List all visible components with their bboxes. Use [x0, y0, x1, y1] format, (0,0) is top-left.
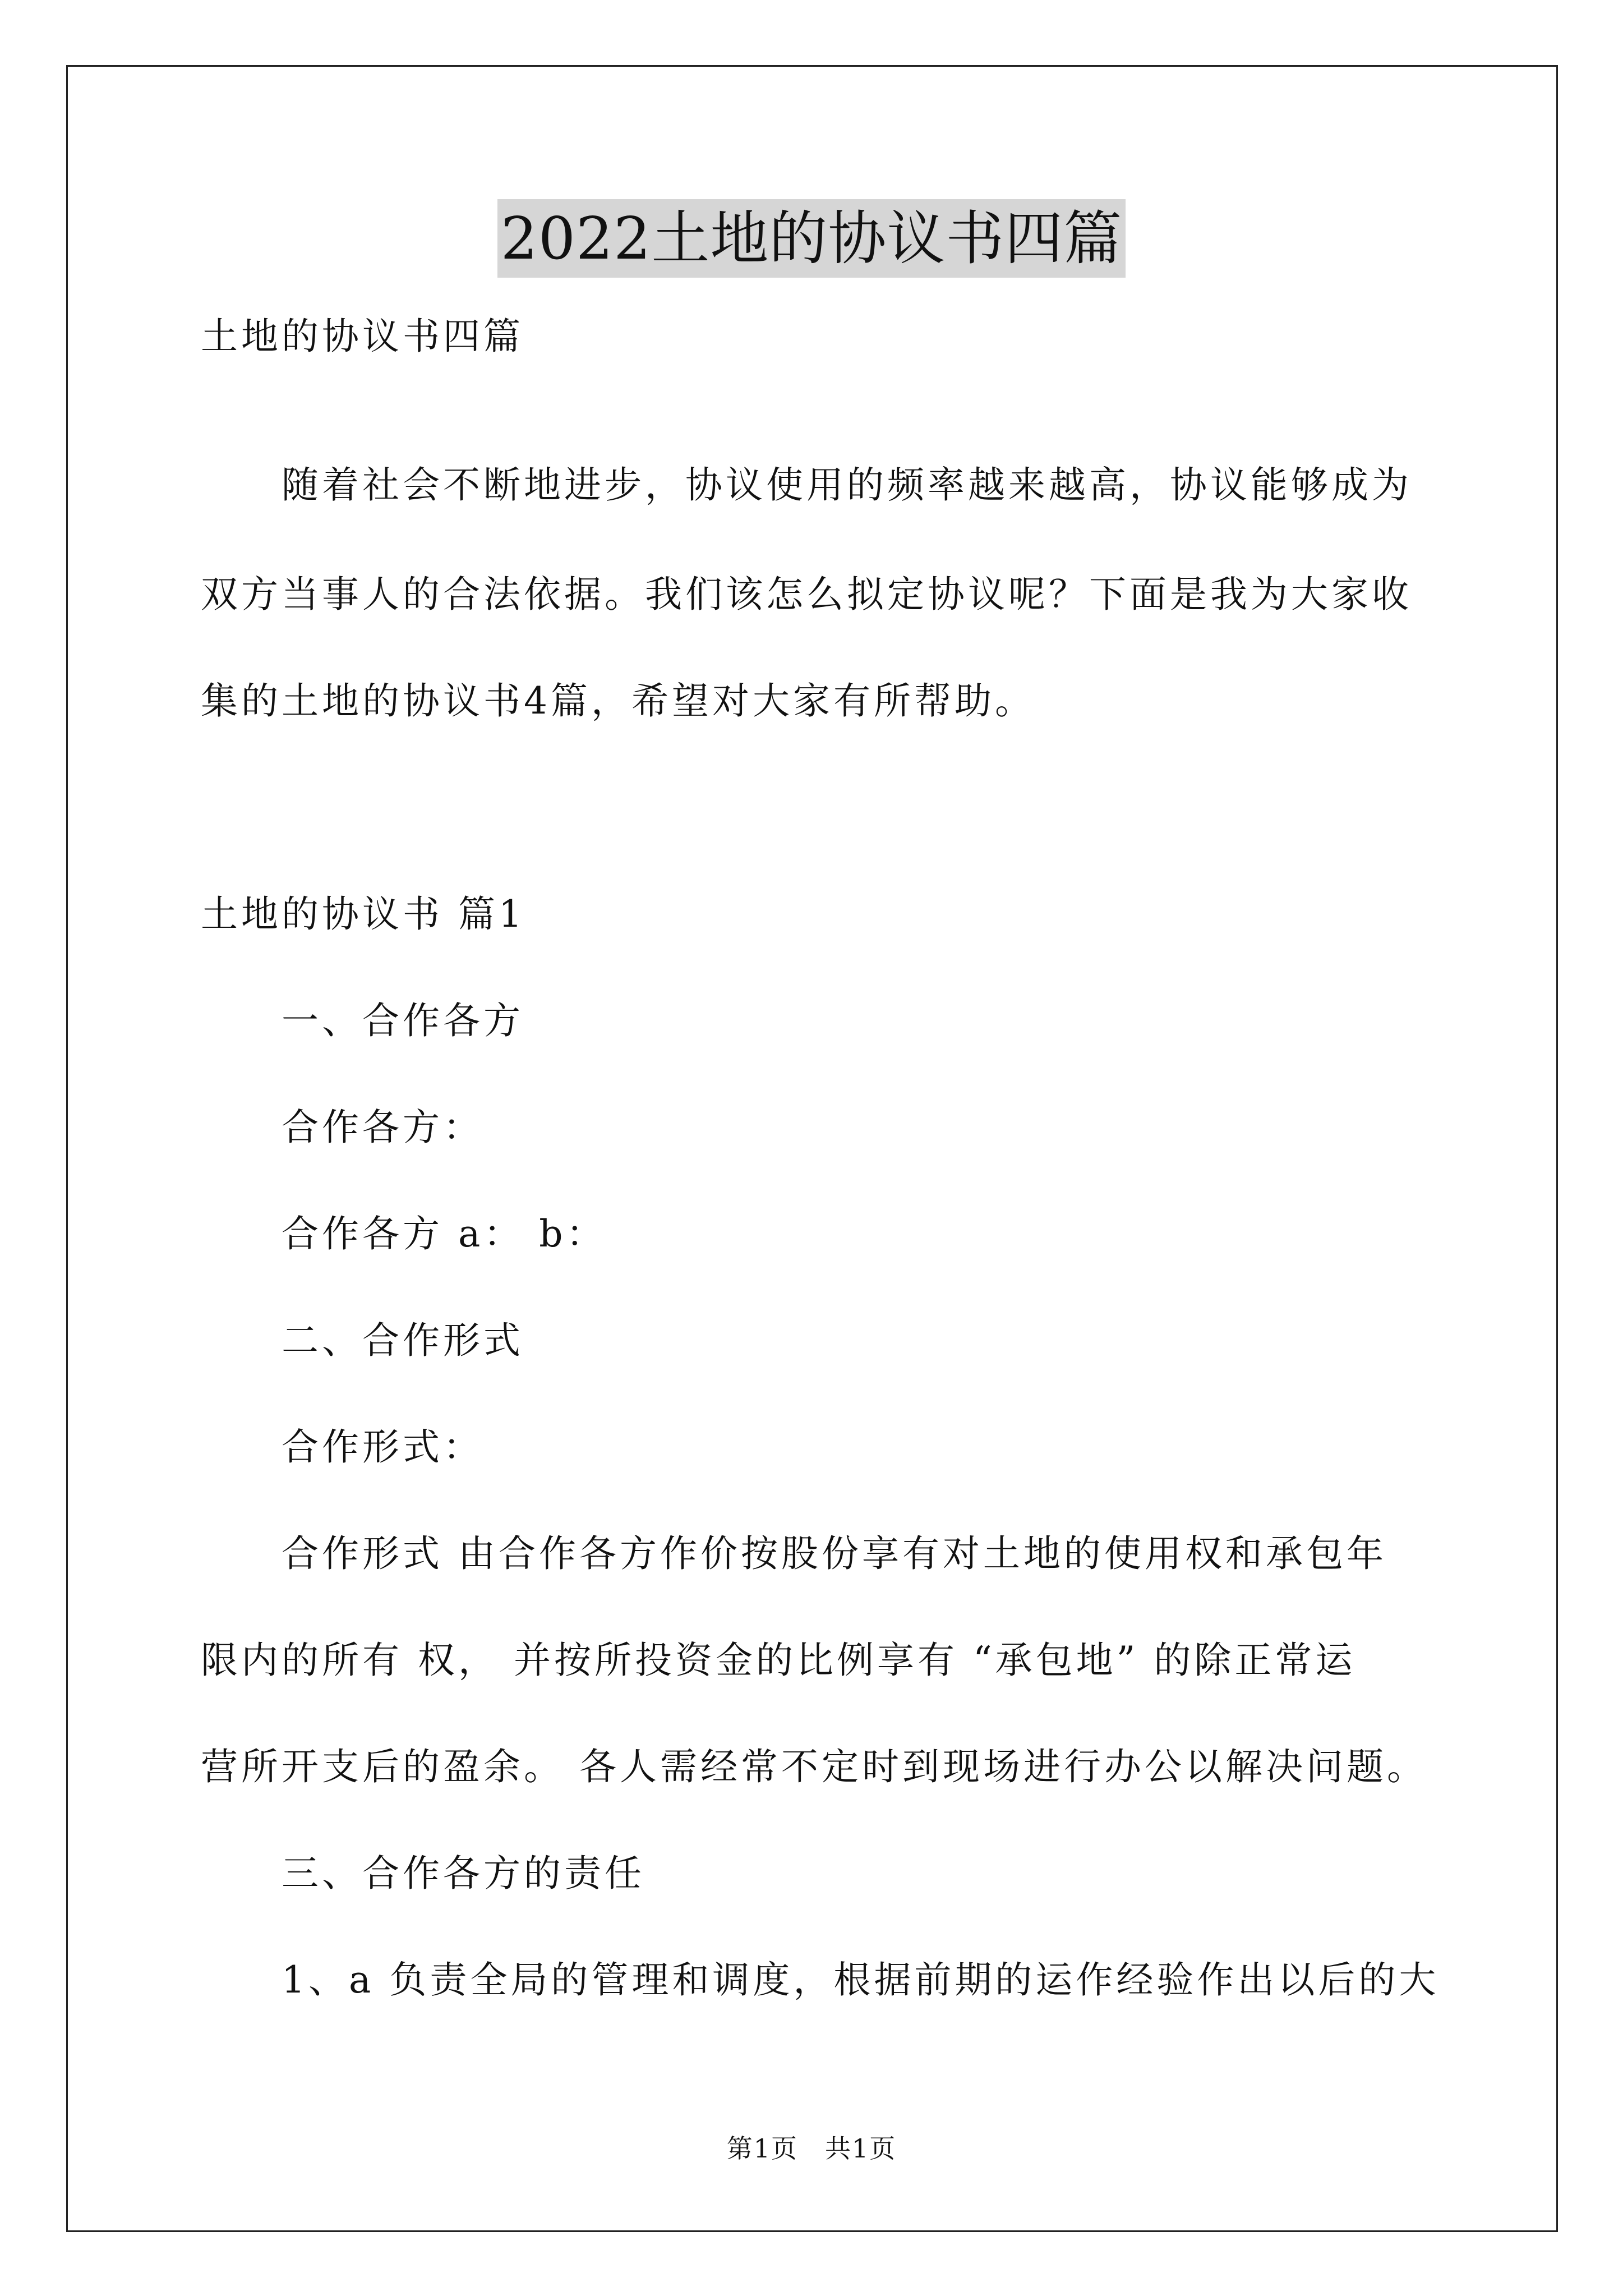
paragraph-line: 合作形式 由合作各方作价按股份享有对土地的使用权和承包年: [282, 1532, 1387, 1575]
page-footer: 第1页 共1页: [726, 2133, 897, 2164]
document-title: 2022土地的协议书四篇: [497, 199, 1126, 278]
paragraph-line: 1、a 负责全局的管理和调度，根据前期的运作经验作出以后的大: [282, 1958, 1440, 2001]
paragraph-line: 限内的所有 权， 并按所投资金的比例享有 “承包地” 的除正常运: [201, 1639, 1356, 1682]
paragraph-line: 合作各方 a： b：: [282, 1212, 607, 1255]
paragraph-line: 一、合作各方: [282, 999, 524, 1042]
paragraph-line: 双方当事人的合法依据。我们该怎么拟定协议呢？下面是我为大家收: [201, 573, 1412, 616]
subtitle-line: 土地的协议书四篇: [201, 315, 524, 358]
paragraph-line: 三、合作各方的责任: [282, 1852, 645, 1895]
paragraph-line: 合作形式：: [282, 1425, 483, 1469]
paragraph-line: 二、合作形式: [282, 1319, 524, 1362]
paragraph-line: 合作各方：: [282, 1106, 483, 1149]
paragraph-line: 营所开支后的盈余。 各人需经常不定时到现场进行办公以解决问题。: [201, 1745, 1427, 1788]
paragraph-line: 集的土地的协议书4篇，希望对大家有所帮助。: [201, 679, 1035, 723]
title-container: [0, 199, 1623, 278]
section-heading: 土地的协议书 篇1: [201, 892, 525, 936]
paragraph-line: 随着社会不断地进步，协议使用的频率越来越高，协议能够成为: [282, 463, 1412, 507]
